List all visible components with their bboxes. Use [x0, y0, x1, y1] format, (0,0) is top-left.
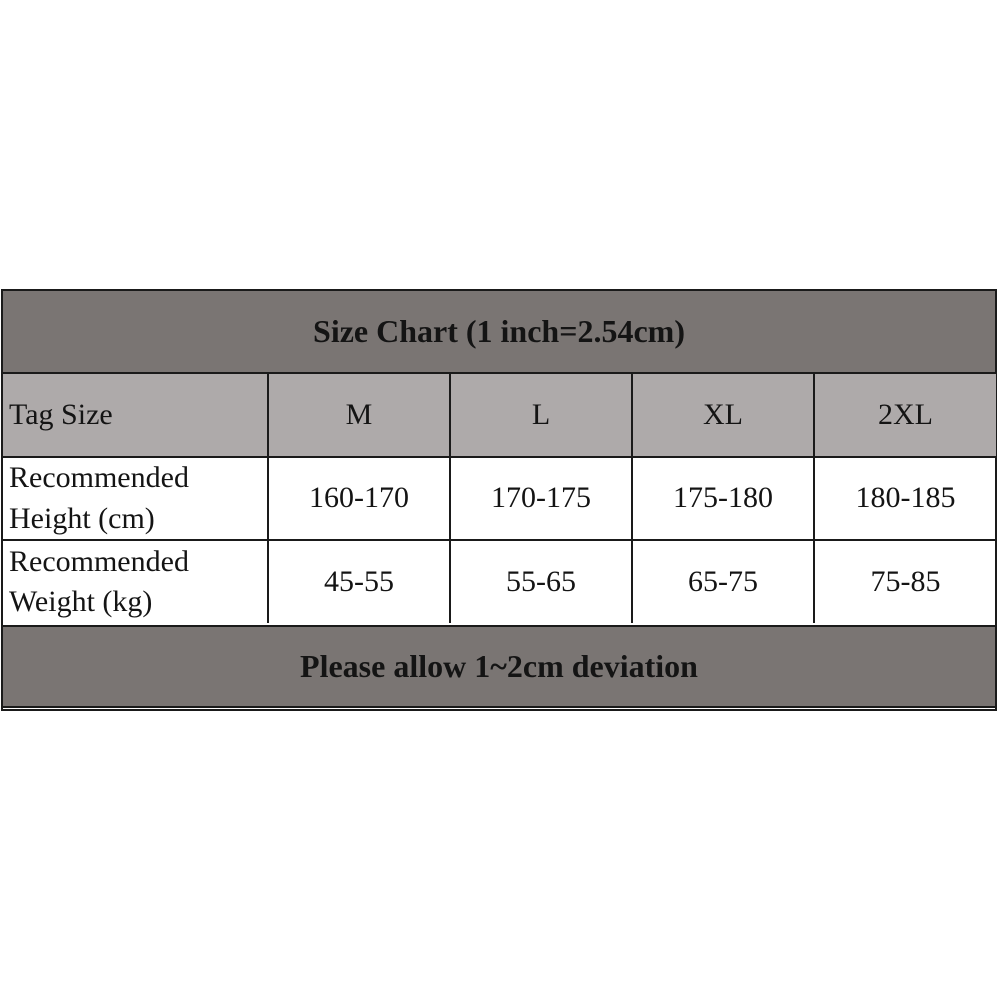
- header-row: [3, 374, 996, 457]
- height-l-value: 170-175: [450, 457, 632, 540]
- weight-row-label: [3, 540, 268, 623]
- height-m-value: 160-170: [268, 457, 450, 540]
- weight-label-line1: Recommended: [9, 544, 189, 578]
- size-chart-title: Size Chart (1 inch=2.54cm): [3, 291, 995, 374]
- weight-l-value: 55-65: [450, 540, 632, 623]
- weight-row: [3, 540, 996, 623]
- height-label-line1: Recommended: [9, 461, 189, 494]
- weight-label-line2: Weight (kg): [9, 585, 153, 618]
- deviation-note: Please allow 1~2cm deviation: [3, 625, 995, 708]
- height-label-line2: Height (cm): [9, 501, 155, 535]
- weight-xl-value: 65-75: [632, 540, 814, 623]
- height-row: [3, 457, 996, 540]
- size-2xl-header: 2XL: [814, 374, 996, 457]
- size-table: [3, 374, 996, 623]
- size-xl-header: XL: [632, 374, 814, 457]
- weight-2xl-value: 75-85: [814, 540, 996, 623]
- size-l-header: L: [450, 374, 632, 457]
- height-2xl-value: 180-185: [814, 457, 996, 540]
- height-row-label: [3, 457, 268, 540]
- tag-size-label: Tag Size: [3, 374, 268, 457]
- weight-m-value: 45-55: [268, 540, 450, 623]
- size-m-header: M: [268, 374, 450, 457]
- height-xl-value: 175-180: [632, 457, 814, 540]
- size-chart: [1, 289, 997, 711]
